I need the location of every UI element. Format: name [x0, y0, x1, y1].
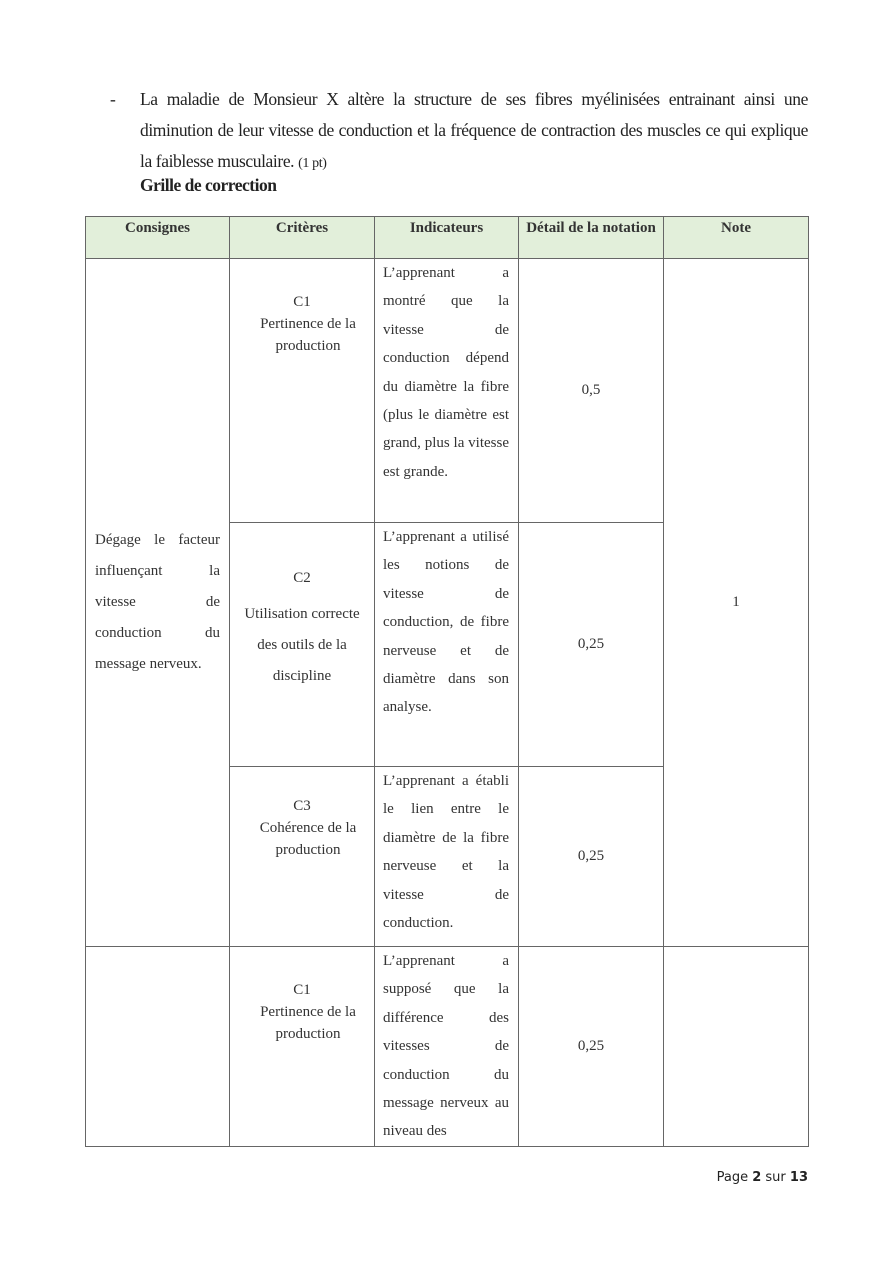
indicator-cell: L’apprenant a montré que la vitesse de conduction dépend du diamètre la fibre (plus le diamètre est grand, plus la vitesse est grande.: [375, 259, 519, 523]
page-sur: sur: [765, 1170, 786, 1185]
header-consignes: Consignes: [86, 217, 230, 259]
criterion-cell: [230, 947, 375, 1147]
note-cell: 1: [664, 259, 809, 947]
note-cell: [664, 947, 809, 1147]
criterion-cell: [230, 523, 375, 767]
criterion-code: C1: [293, 294, 311, 310]
notation-value: 0,5: [519, 259, 664, 523]
indicator-cell: L’apprenant a établi le lien entre le diamètre de la fibre nerveuse et la vitesse de conduction.: [375, 767, 519, 947]
notation-value: 0,25: [519, 767, 664, 947]
grid-title: Grille de correction: [140, 175, 277, 195]
bullet-text: La maladie de Monsieur X altère la structure de ses fibres myélinisées entrainant ainsi une diminution de leur vitesse de conduction et la fréquence de contraction des muscles ce qui explique la faiblesse musculaire.: [140, 89, 808, 171]
page-total: 13: [789, 1170, 808, 1185]
criterion-code: C1: [293, 982, 311, 998]
notation-value: 0,25: [519, 523, 664, 767]
page-label: Page: [716, 1170, 749, 1185]
criterion-label: Cohérence de la production: [259, 820, 357, 858]
indicator-cell: L’apprenant a utilisé les notions de vitesse de conduction, de fibre nerveuse et de diamètre dans son analyse.: [375, 523, 519, 767]
table-row: [86, 947, 809, 1147]
correction-grid-table: [85, 216, 809, 1147]
header-detail-notation: Détail de la notation: [519, 217, 664, 259]
criterion-code: C3: [293, 798, 311, 814]
header-note: Note: [664, 217, 809, 259]
bullet-paragraph: [110, 84, 808, 179]
table-header-row: [86, 217, 809, 259]
criterion-cell: [230, 259, 375, 523]
notation-value: 0,25: [519, 947, 664, 1147]
bullet-dash: -: [110, 89, 116, 109]
criterion-label: Utilisation correcte des outils de la discipline: [244, 606, 360, 684]
criterion-label: Pertinence de la production: [260, 316, 356, 354]
criterion-cell: [230, 767, 375, 947]
indicator-cell: L’apprenant a supposé que la différence des vitesses de conduction du message nerveux au niveau des: [375, 947, 519, 1147]
consigne-cell: Dégage le facteur influençant la vitesse de conduction du message nerveux.: [86, 259, 230, 947]
bullet-text-block: [140, 84, 808, 179]
header-criteres: Critères: [230, 217, 375, 259]
criterion-label: Pertinence de la production: [260, 1004, 356, 1042]
bullet-points: (1 pt): [298, 156, 327, 171]
page-number: [717, 1170, 808, 1185]
consigne-cell: [86, 947, 230, 1147]
criterion-code: C2: [293, 570, 311, 586]
header-indicateurs: Indicateurs: [375, 217, 519, 259]
page-current: 2: [752, 1170, 762, 1185]
table-row: [86, 259, 809, 523]
